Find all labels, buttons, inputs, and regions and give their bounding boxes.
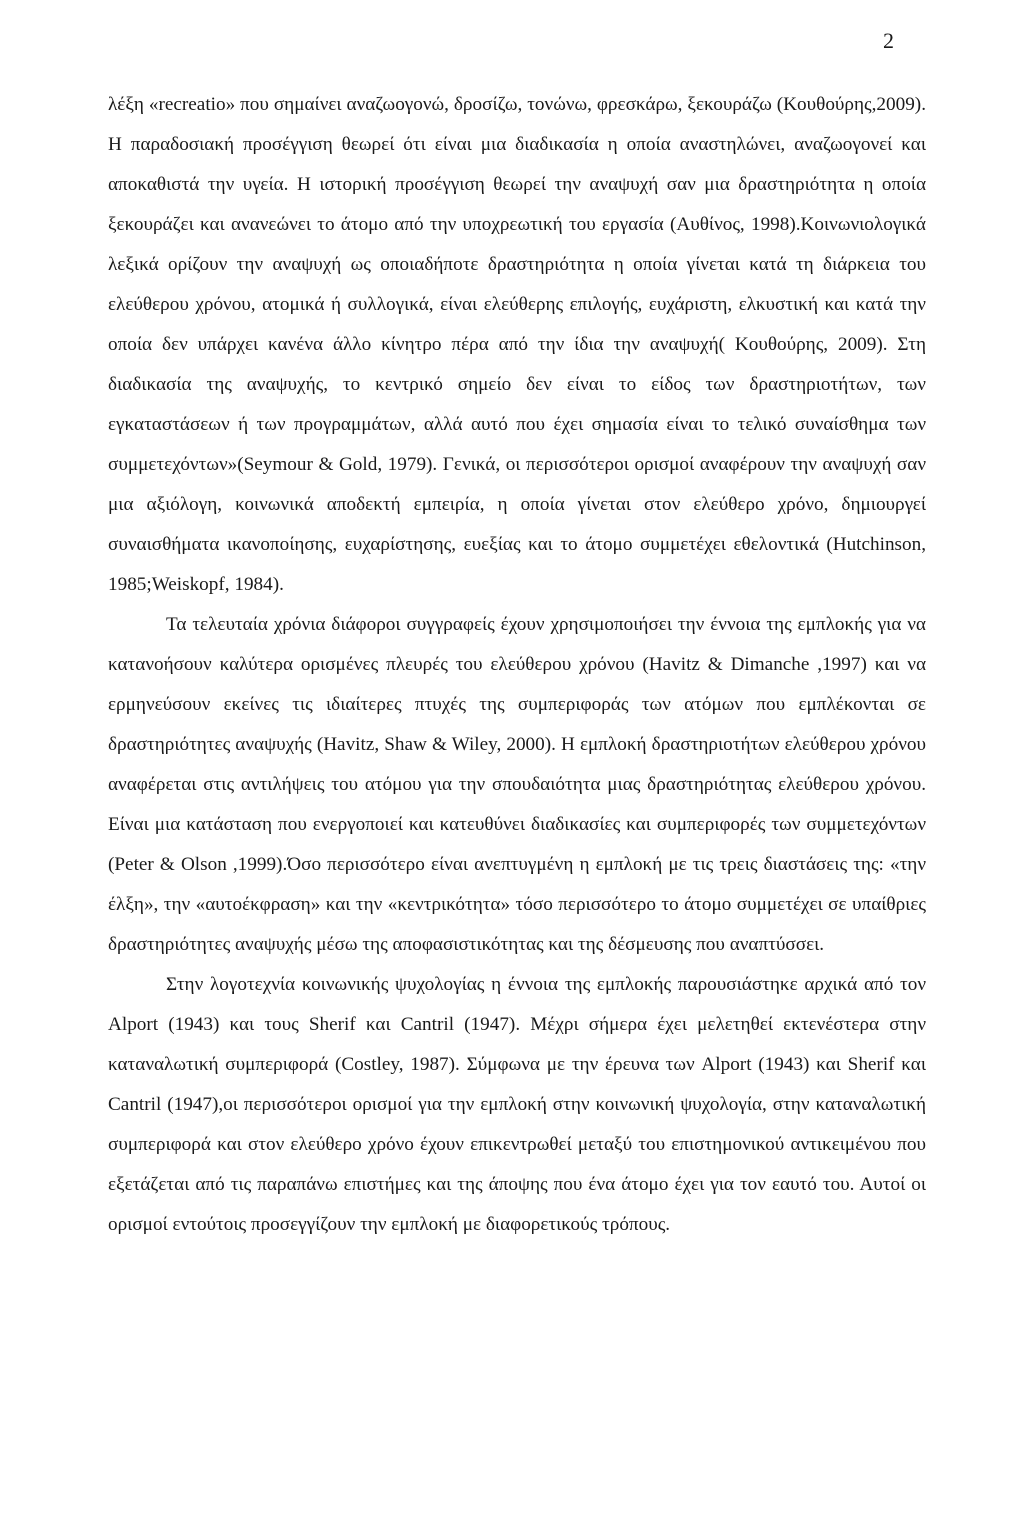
- document-body: [108, 85, 926, 1245]
- paragraph-1: λέξη «recreatio» που σημαίνει αναζωογονώ, δροσίζω, τονώνω, φρεσκάρω, ξεκουράζω (Κουθούρης,2009). Η παραδοσιακή προσέγγιση θεωρεί ότι είναι μια διαδικασία η οποία αναστηλώνει, αναζωογονεί και αποκαθιστά την υγεία. Η ιστορική προσέγγιση θεωρεί την αναψυχή σαν μια δραστηριότητα η οποία ξεκουράζει και ανανεώνει το άτομο από την υποχρεωτική του εργασία (Αυθίνος, 1998).Κοινωνιολογικά λεξικά ορίζουν την αναψυχή ως οποιαδήποτε δραστηριότητα η οποία γίνεται κατά τη διάρκεια του ελεύθερου χρόνου, ατομικά ή συλλογικά, είναι ελεύθερης επιλογής, ευχάριστη, ελκυστική και κατά την οποία δεν υπάρχει κανένα άλλο κίνητρο πέρα από την ίδια την αναψυχή( Κουθούρης, 2009). Στη διαδικασία της αναψυχής, το κεντρικό σημείο δεν είναι το είδος των δραστηριοτήτων, των εγκαταστάσεων ή των προγραμμάτων, αλλά αυτό που έχει σημασία είναι το τελικό συναίσθημα των συμμετεχόντων»(Seymour & Gold, 1979). Γενικά, οι περισσότεροι ορισμοί αναφέρουν την αναψυχή σαν μια αξιόλογη, κοινωνικά αποδεκτή εμπειρία, η οποία γίνεται στον ελεύθερο χρόνο, δημιουργεί συναισθήματα ικανοποίησης, ευχαρίστησης, ευεξίας και το άτομο συμμετέχει εθελοντικά (Hutchinson, 1985;Weiskopf, 1984).: [108, 94, 926, 595]
- page-number: 2: [883, 28, 894, 53]
- paragraph-2: Τα τελευταία χρόνια διάφοροι συγγραφείς έχουν χρησιμοποιήσει την έννοια της εμπλοκής για να κατανοήσουν καλύτερα ορισμένες πλευρές του ελεύθερου χρόνου (Havitz & Dimanche ,1997) και να ερμηνεύσουν εκείνες τις ιδιαίτερες πτυχές της συμπεριφοράς των ατόμων που εμπλέκονται σε δραστηριότητες αναψυχής (Havitz, Shaw & Wiley, 2000). Η εμπλοκή δραστηριοτήτων ελεύθερου χρόνου αναφέρεται στις αντιλήψεις του ατόμου για την σπουδαιότητα μιας δραστηριότητας ελεύθερου χρόνου. Είναι μια κατάσταση που ενεργοποιεί και κατευθύνει διαδικασίες και συμπεριφορές των συμμετεχόντων (Peter & Olson ,1999).Όσο περισσότερο είναι ανεπτυγμένη η εμπλοκή με τις τρεις διαστάσεις της: «την έλξη», την «αυτοέκφραση» και την «κεντρικότητα» τόσο περισσότερο το άτομο συμμετέχει σε υπαίθριες δραστηριότητες αναψυχής μέσω της αποφασιστικότητας και της δέσμευσης που αναπτύσσει.: [108, 614, 926, 955]
- paragraph-3: Στην λογοτεχνία κοινωνικής ψυχολογίας η έννοια της εμπλοκής παρουσιάστηκε αρχικά από τον Alport (1943) και τους Sherif και Cantril (1947). Μέχρι σήμερα έχει μελετηθεί εκτενέστερα στην καταναλωτική συμπεριφορά (Costley, 1987). Σύμφωνα με την έρευνα των Alport (1943) και Sherif και Cantril (1947),οι περισσότεροι ορισμοί για την εμπλοκή στην κοινωνική ψυχολογία, στην καταναλωτική συμπεριφορά και στον ελεύθερο χρόνο έχουν επικεντρωθεί μεταξύ του επιστημονικού αντικειμένου που εξετάζεται από τις παραπάνω επιστήμες και της άποψης που ένα άτομο έχει για τον εαυτό του. Αυτοί οι ορισμοί εντούτοις προσεγγίζουν την εμπλοκή με διαφορετικούς τρόπους.: [108, 974, 926, 1235]
